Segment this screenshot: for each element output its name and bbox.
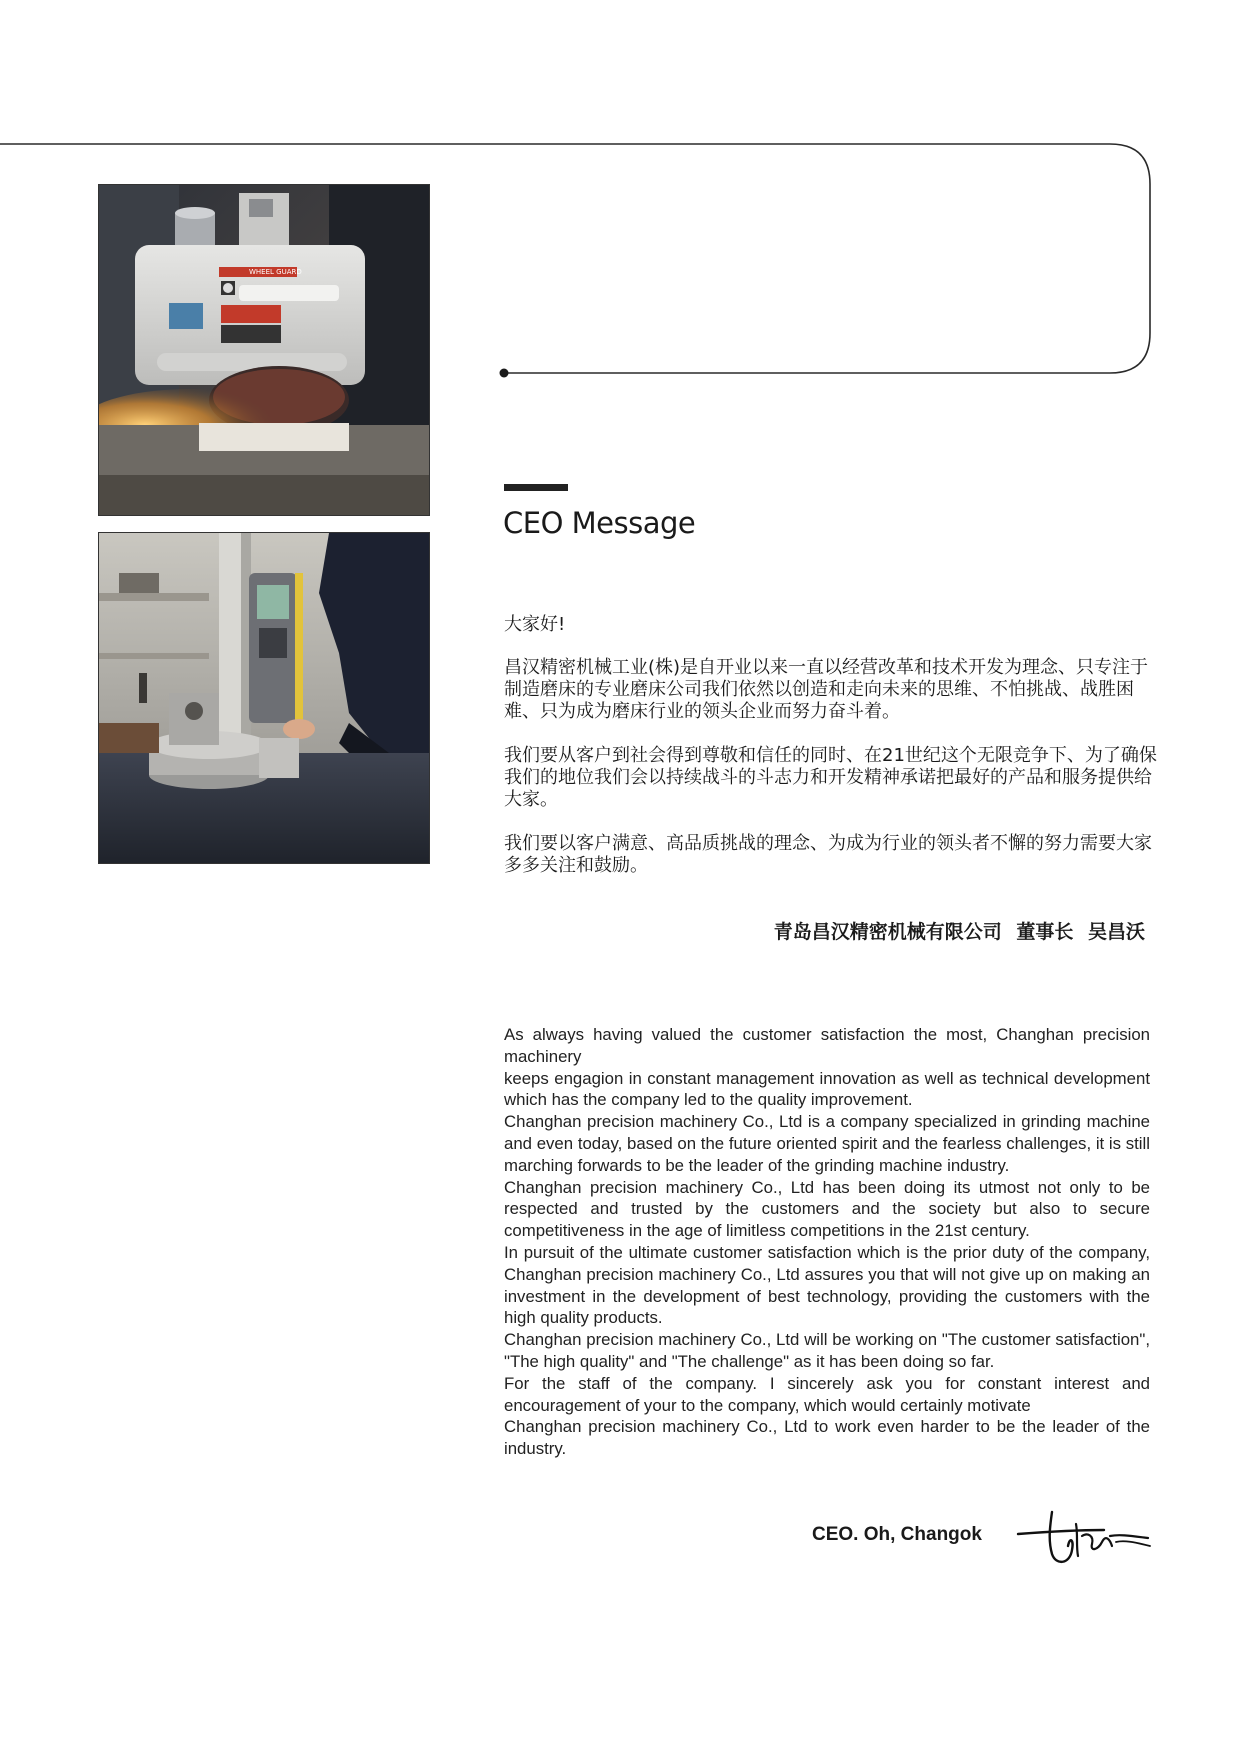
english-message xyxy=(504,1024,1150,1460)
en-paragraph: Changhan precision machinery Co., Ltd has been doing its utmost not only to be respected and trusted by the customers and the society but also to secure competitiveness in the age of limitless competitions in the 21st century. xyxy=(504,1177,1150,1241)
height-gauge-photo xyxy=(98,532,430,864)
en-paragraph: Changhan precision machinery Co., Ltd is a company specialized in grinding machine and even today, based on the future oriented spirit and the fearless challenges, it is still marching forwards to be the leader of the grinding machine industry. xyxy=(504,1112,1150,1175)
en-paragraph: In pursuit of the ultimate customer satisfaction which is the prior duty of the company, Changhan precision machinery Co., Ltd assures you that will not give up on making an investment in the development of best technology, providing the customers with the high quality products. xyxy=(504,1242,1150,1328)
en-paragraph: Changhan precision machinery Co., Ltd will be working on "The customer satisfaction", "The high quality" and "The challenge" as it has been doing so far. xyxy=(504,1330,1150,1371)
en-paragraph: Changhan precision machinery Co., Ltd to work even harder to be the leader of the industry. xyxy=(504,1417,1150,1459)
wheel-guard-label: WHEEL GUARD xyxy=(249,268,302,276)
handwritten-signature xyxy=(1014,1506,1154,1576)
cn-greeting: 大家好! xyxy=(504,614,566,635)
page-title: CEO Message xyxy=(503,506,696,540)
ceo-signature-name: CEO. Oh, Changok xyxy=(812,1524,982,1545)
title-accent-bar xyxy=(504,484,568,491)
en-paragraph: keeps engagion in constant management innovation as well as technical development which has the company led to the quality improvement. xyxy=(504,1068,1150,1110)
cn-signature: 青岛昌汉精密机械有限公司 董事长 吴昌沃 xyxy=(773,921,1145,943)
cn-paragraph: 我们要从客户到社会得到尊敬和信任的同时、在21世纪这个无限竞争下、为了确保我们的地位我们会以持续战斗的斗志力和开发精神承诺把最好的产品和服务提供给大家。 xyxy=(504,745,1157,810)
cn-paragraph: 我们要以客户满意、高品质挑战的理念、为成为行业的领头者不懈的努力需要大家多多关注和鼓励。 xyxy=(504,833,1152,876)
en-paragraph: For the staff of the company. I sincerely ask you for constant interest and encouragement of your to the company, which would certainly motivate xyxy=(504,1373,1150,1415)
cn-paragraph: 昌汉精密机械工业(株)是自开业以来一直以经营改革和技术开发为理念、只专注于制造磨床的专业磨床公司我们依然以创造和走向未来的思维、不怕挑战、战胜困难、只为成为磨床行业的领头企业而努力奋斗着。 xyxy=(504,657,1149,722)
grinding-machine-photo xyxy=(98,184,430,516)
en-paragraph: As always having valued the customer satisfaction the most, Changhan precision machinery xyxy=(504,1025,1150,1066)
